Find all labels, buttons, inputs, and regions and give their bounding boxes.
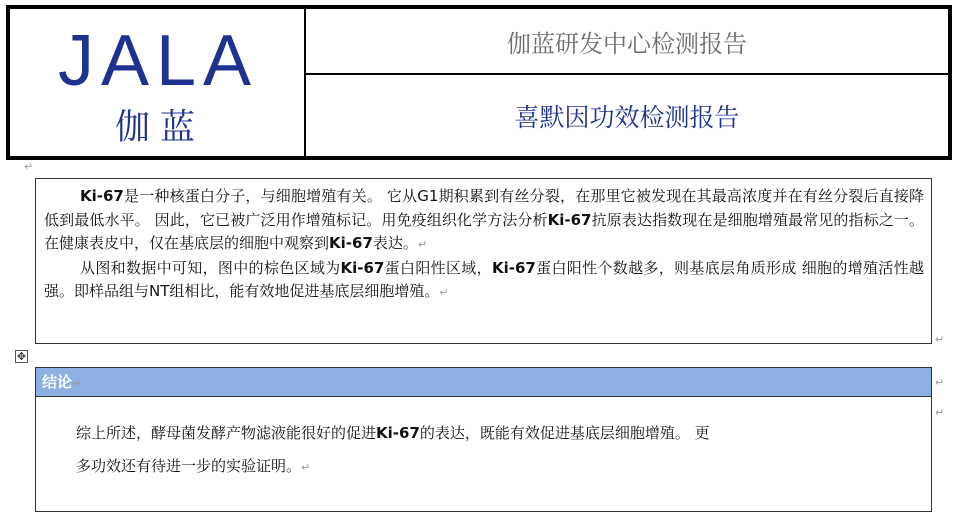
paragraph-mark-icon: ↵	[935, 333, 945, 346]
intro-paragraph-1	[44, 185, 924, 257]
conclusion-header	[35, 367, 932, 397]
logo-wordmark: JALA	[57, 21, 259, 101]
logo-chinese: 伽蓝	[114, 108, 205, 148]
intro-section	[35, 178, 932, 344]
center-title: 伽蓝研发中心检测报告	[306, 9, 948, 75]
conclusion-text-run: 综上所述，酵母菌发酵产物滤液能很好的促进	[76, 424, 377, 442]
ki67-term: Ki-67	[80, 187, 124, 205]
paragraph-mark-icon: ↵	[24, 160, 34, 173]
table-move-handle-icon[interactable]: ✥	[16, 350, 27, 363]
intro-text-run: 是一种核蛋白分子，与细胞增殖有关。 它从G1期积累到有丝分裂，在那里它被发现在其最高浓度并在有丝分裂后直接降低到最低水平。 因此，它已被广泛用作增殖标记。用免疫组织化学方法分析	[44, 187, 924, 229]
paragraph-mark-icon: ↵	[417, 238, 428, 252]
ki67-term: Ki-67	[376, 424, 420, 442]
paragraph-mark-icon: ↵	[439, 286, 449, 300]
report-title: 喜默因功效检测报告	[514, 102, 740, 132]
conclusion-text	[76, 417, 816, 484]
logo	[10, 9, 306, 156]
paragraph-mark-icon: ↵	[72, 377, 82, 390]
paragraph-mark-icon: ↵	[935, 406, 945, 419]
conclusion-heading: 结论	[42, 373, 73, 391]
intro-text-run: 表达。	[372, 234, 418, 253]
conclusion-body	[35, 397, 932, 512]
ki67-term: Ki-67	[329, 234, 373, 253]
intro-text	[44, 185, 924, 305]
header-table	[6, 5, 952, 160]
intro-text-run: 从图和数据中可知，图中的棕色区域为	[80, 258, 341, 277]
paragraph-mark-icon: ↵	[301, 461, 311, 474]
intro-paragraph-2	[44, 257, 924, 305]
ki67-term: Ki-67	[340, 258, 385, 277]
intro-text-run: 蛋白阳性个数越多，则基底层角质形成 细胞的增殖活性越强。即样品组与NT组相比，能有效地促进基底层细胞增殖。	[44, 258, 924, 301]
conclusion-text-run: 的表达，既能有效促进基底层细胞增殖。 更	[419, 424, 710, 442]
ki67-term: Ki-67	[491, 258, 536, 277]
intro-text-run: 抗原表达指数现在是细胞增殖最常见的指标之一。 在健康表皮中，仅在基底层的细胞中观察到	[44, 210, 924, 253]
intro-text-run: 蛋白阳性区域，	[384, 258, 492, 277]
conclusion-text-run: 多功效还有待进一步的实验证明。	[76, 457, 302, 475]
ki67-term: Ki-67	[547, 210, 592, 229]
conclusion-paragraph-1	[76, 417, 816, 450]
paragraph-mark-icon: ↵	[935, 376, 945, 389]
conclusion-paragraph-2	[76, 450, 816, 484]
